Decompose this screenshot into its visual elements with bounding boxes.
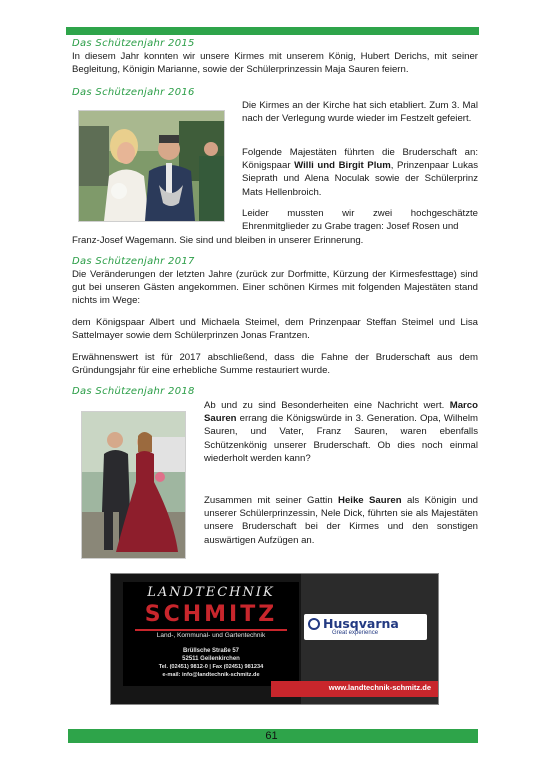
paragraph-2016-3-cont: Franz-Josef Wagemann. Sie sind und bleiben in unserer Erinnerung. [72,235,364,246]
paragraph-2018-2-post: als Königin und unserer Schülerprinzessin, Nele Dick, führten sie als Majestäten unsere Bruderschaft bei der Kirmes und den sonstigen auswärtigen Aufzügen an. [204,495,478,546]
ad-email: e-mail: info@landtechnik-schmitz.de [162,672,260,678]
heading-2015: Das Schützenjahr 2015 [72,38,195,49]
paragraph-2016-2-pre: Folgende Majestäten führten die Bruderschaft an: Königspaar [242,147,478,172]
ad-tagline: Land-, Kommunal- und Gartentechnik [156,632,266,639]
ad-brand-underline [135,629,287,631]
paragraph-2016-1: Die Kirmes an der Kirche hat sich etabliert. Zum 3. Mal nach der Verlegung wurde wieder im Festzelt gefeiert. [242,100,478,125]
ad-street: Brüllsche Straße 57 [182,648,240,654]
paragraph-2016-2-bold: Willi und Birgit Plum [294,160,391,172]
ad-brand-top: LANDTECHNIK [147,585,275,600]
page-number: 61 [265,730,278,742]
ad-phone: Tel. (02451) 9812-0 | Fax (02451) 981234 [158,664,264,670]
photo-royal-couple-2018-image [82,412,185,558]
photo-royal-couple-2016 [78,110,225,222]
paragraph-2018-2-pre: Zusammen mit seiner Gattin [204,495,339,506]
heading-2016: Das Schützenjahr 2016 [72,87,195,98]
husqvarna-wordmark: Husqvarna [323,616,399,631]
photo-royal-couple-2018 [81,411,186,559]
paragraph-2017-2: dem Königspaar Albert und Michaela Steimel, dem Prinzenpaar Steffan Steimel und Lisa Sattelmayer sowie dem Schülerprinzen Jonas Frantzen. [72,317,478,342]
paragraph-2018-2 [204,494,478,547]
paragraph-2016-2-post: , Prinzenpaar Lukas Sieprath und Alena Noculak sowie der Schülerprinz Mats Hellenbroich. [242,160,479,198]
ad-website: www.landtechnik-schmitz.de [328,683,431,692]
paragraph-2018-1-pre: Ab und zu sind Besonderheiten eine Nachricht wert. [204,400,450,411]
paragraph-2016-2 [242,146,478,199]
heading-2018: Das Schützenjahr 2018 [72,386,195,397]
paragraph-2015: In diesem Jahr konnten wir unsere Kirmes mit unserem König, Hubert Derichs, mit seiner Begleitung, Königin Marianne, sowie der Schülerprinzessin Maja Sauren feiern. [72,51,478,76]
ad-left-panel [123,582,299,686]
heading-2017: Das Schützenjahr 2017 [72,256,195,267]
top-green-bar [66,27,479,35]
husqvarna-logo [304,614,427,640]
paragraph-2017-3: Erwähnenswert ist für 2017 abschließend, dass die Fahne der Bruderschaft aus dem Gründungsjahr für eine erhebliche Summe restauriert wurde. [72,352,478,377]
paragraph-2018-1-post: errang die Königswürde in 3. Generation. Opa, Wilhelm Sauren, und Vater, Franz Sauren, waren ebenfalls Schützenkönig unserer Bruderschaft. Ob dies noch einmal wiederholt werden kann? [204,413,478,464]
paragraph-2018-1 [204,399,478,465]
husqvarna-slogan: Great experience [332,630,379,636]
husqvarna-crown-icon [308,618,320,630]
paragraph-2018-1-bold: Marco Sauren [204,400,478,425]
paragraph-2016-3: Leider mussten wir zwei hochgeschätzte Ehrenmitglieder zu Grabe tragen: Josef Rosen und [242,208,478,233]
ad-city: 52511 Geilenkirchen [182,656,240,662]
ad-brand-main: SCHMITZ [144,602,278,627]
photo-royal-couple-2016-image [79,111,224,221]
paragraph-2017-1: Die Veränderungen der letzten Jahre (zurück zur Dorfmitte, Kürzung der Kirmesfesttage) sind gut bei unseren Gästen angekommen. Einer schönen Kirmes mit folgenden Majestäten stand nichts im Wege: [72,269,478,307]
advertisement-landtechnik-schmitz [110,573,439,705]
paragraph-2018-2-bold: Heike Sauren [338,495,402,506]
